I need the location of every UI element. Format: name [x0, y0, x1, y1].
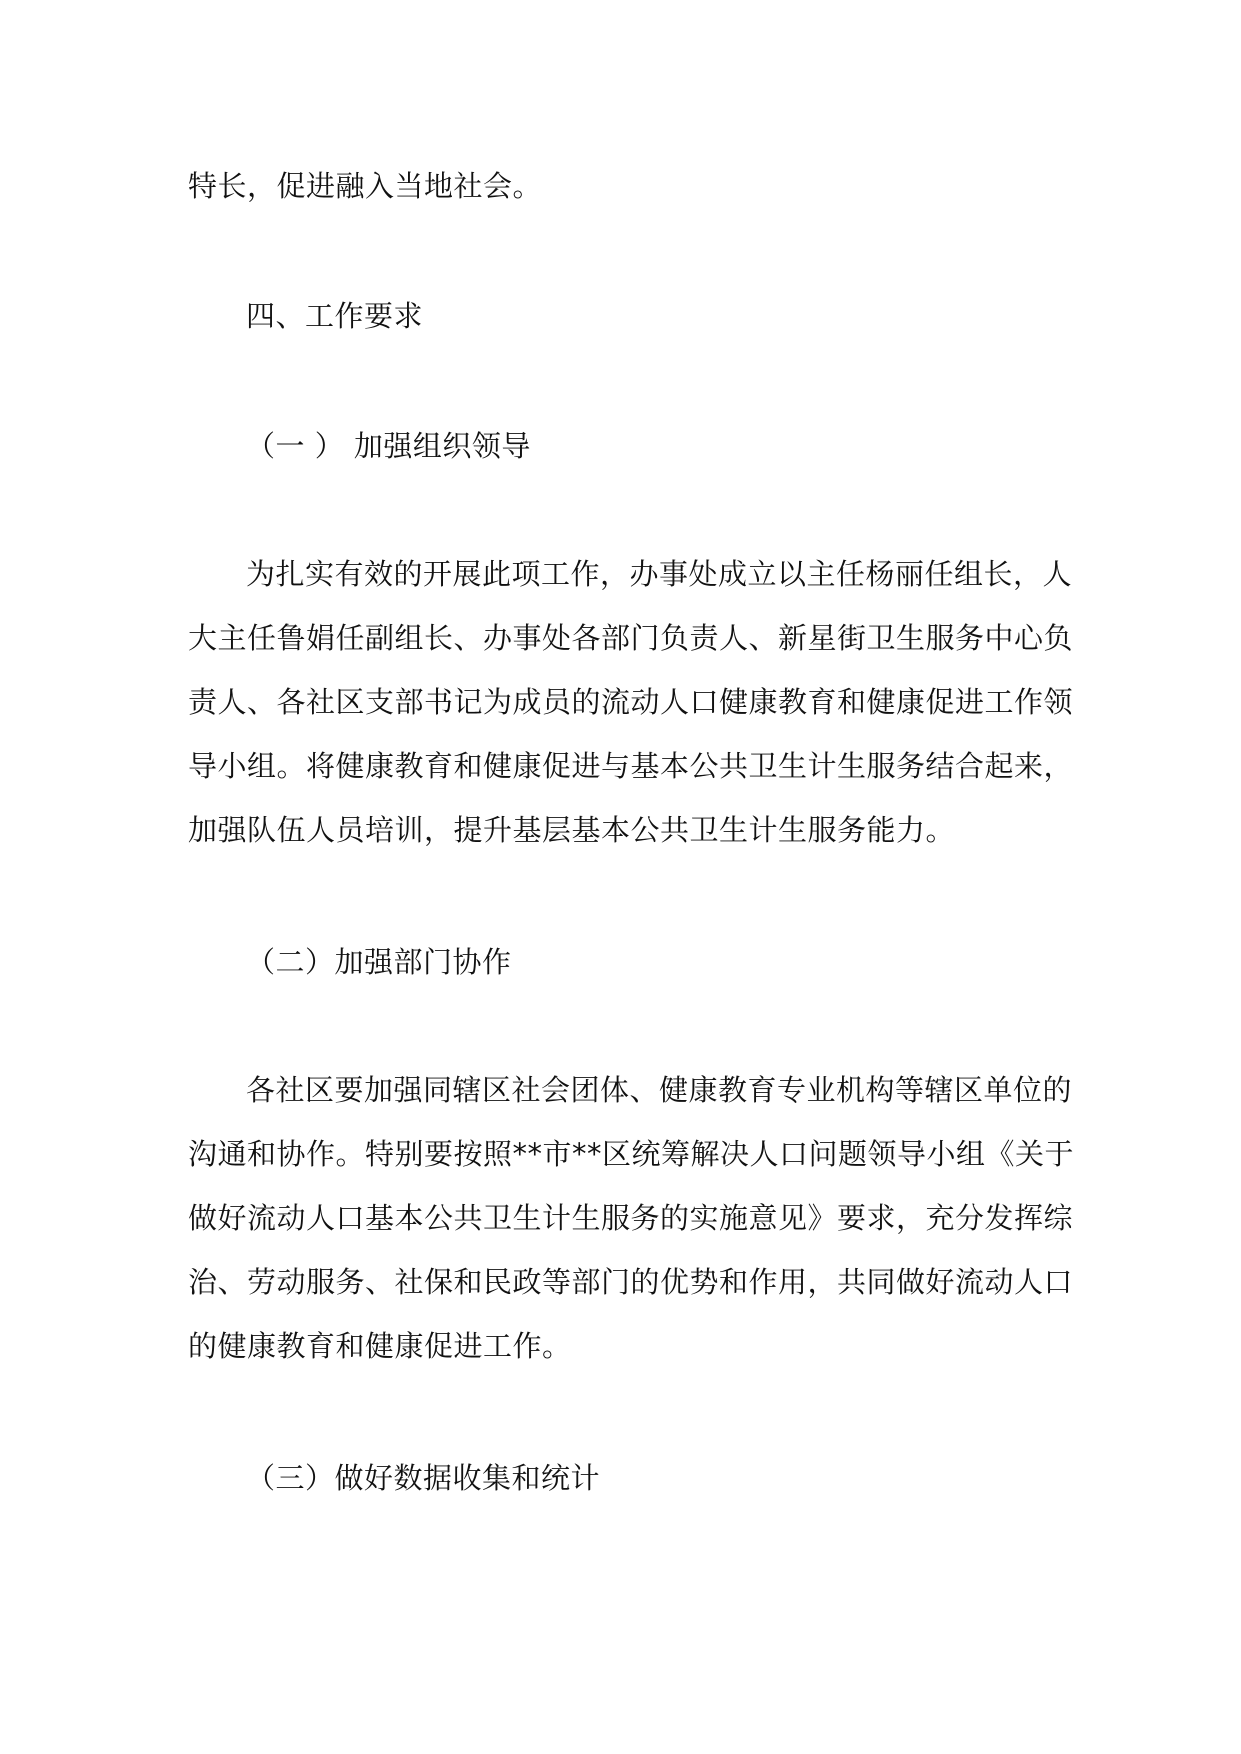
paragraph-2-line: 的健康教育和健康促进工作。 [188, 1329, 572, 1363]
subsection-heading-2: （二）加强部门协作 [246, 945, 512, 979]
paragraph-1-line: 为扎实有效的开展此项工作，办事处成立以主任杨丽任组长，人 [246, 557, 1073, 591]
paragraph-2-line: 做好流动人口基本公共卫生计生服务的实施意见》要求，充分发挥综 [188, 1201, 1074, 1235]
subsection-heading-3: （三）做好数据收集和统计 [246, 1461, 601, 1495]
subsection-heading-1: （一 ） 加强组织领导 [246, 429, 531, 463]
paragraph-2-line: 各社区要加强同辖区社会团体、健康教育专业机构等辖区单位的 [246, 1073, 1073, 1107]
paragraph-2-line: 沟通和协作。特别要按照**市**区统筹解决人口问题领导小组《关于 [188, 1137, 1075, 1171]
paragraph-1-line: 大主任鲁娟任副组长、办事处各部门负责人、新星街卫生服务中心负 [188, 621, 1074, 655]
paragraph-1-line: 责人、各社区支部书记为成员的流动人口健康教育和健康促进工作领 [188, 685, 1074, 719]
paragraph-2-line: 治、劳动服务、社保和民政等部门的优势和作用，共同做好流动人口 [188, 1265, 1074, 1299]
paragraph-1-line: 导小组。将健康教育和健康促进与基本公共卫生计生服务结合起来， [188, 749, 1074, 783]
continuation-text: 特长，促进融入当地社会。 [188, 169, 543, 203]
section-heading: 四、工作要求 [246, 299, 424, 333]
paragraph-1-line: 加强队伍人员培训，提升基层基本公共卫生计生服务能力。 [188, 813, 956, 847]
